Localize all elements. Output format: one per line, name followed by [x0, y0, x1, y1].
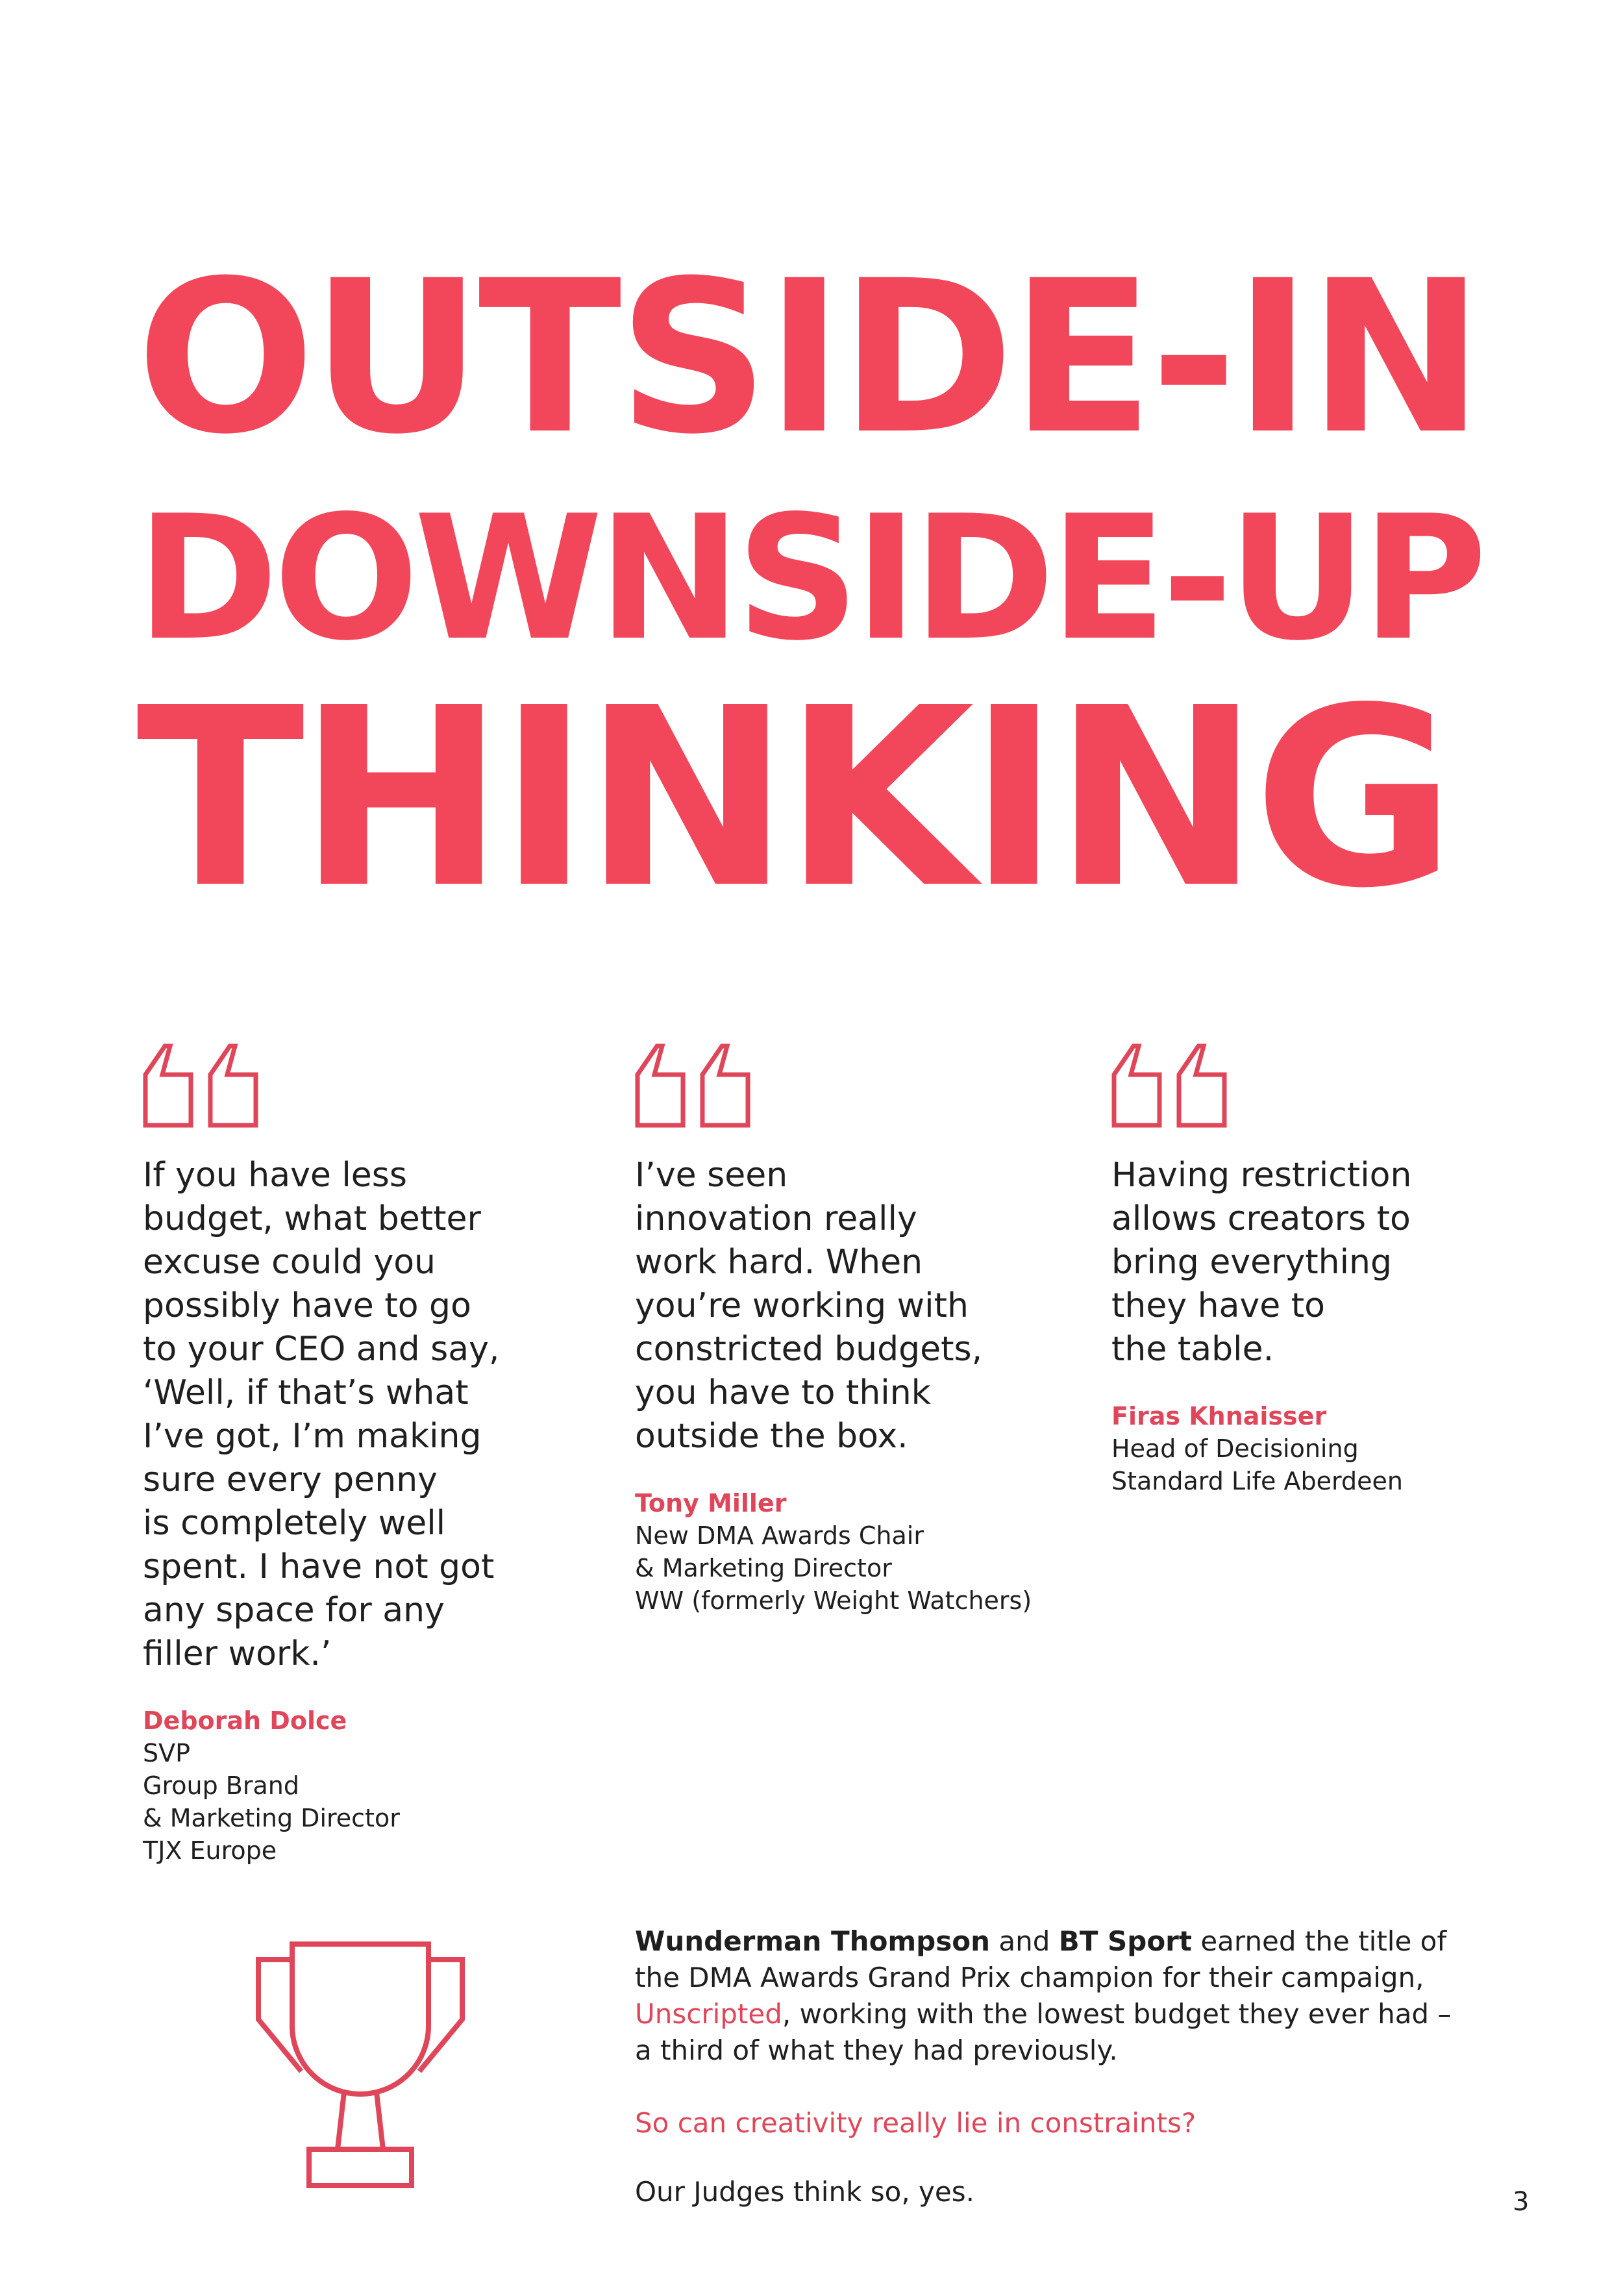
- quote-column-2: [635, 1042, 1102, 1617]
- body-paragraph: [635, 1923, 1453, 2069]
- headline-line-3: THINKING: [136, 655, 1450, 942]
- body-copy: [635, 1923, 1453, 2210]
- quote-column-3: [1111, 1042, 1514, 1497]
- quote-text: If you have less budget, what better excuse could you possibly have to go to your CEO and say, ‘Well, if that’s what I’ve got, I’m making sure every penny is completely well spent. I have not got any space for any filler work.’: [143, 1156, 500, 1673]
- body-conjunction: and: [990, 1925, 1059, 1957]
- quote-author-role: Head of Decisioning Standard Life Aberdeen: [1111, 1434, 1403, 1495]
- quote-text: I’ve seen innovation really work hard. When you’re working with constricted budgets, you have to think outside the box.: [635, 1156, 983, 1456]
- trophy-icon: [253, 1941, 467, 2201]
- headline-line-2: DOWNSIDE-UP: [136, 479, 1482, 679]
- body-text-segment: , working with the lowest budget they ever had – a third of what they had previously.: [635, 1998, 1452, 2066]
- quote-text: Having restriction allows creators to bring everything they have to the table.: [1111, 1156, 1412, 1369]
- quote-column-1: [143, 1042, 597, 1867]
- quote-author-role: New DMA Awards Chair & Marketing Director WW (formerly Weight Watchers): [635, 1521, 1032, 1615]
- quote-author-name: Tony Miller: [635, 1489, 787, 1517]
- campaign-name: Unscripted: [635, 1998, 782, 2030]
- body-text-segment: earned the title of the DMA Awards Grand Prix champion for their campaign,: [635, 1925, 1447, 1993]
- quote-author-name: Deborah Dolce: [143, 1706, 347, 1735]
- agency-name: Wunderman Thompson: [635, 1925, 991, 1957]
- body-question: So can creativity really lie in constraints?: [635, 2107, 1196, 2139]
- quote-mark-icon: [635, 1042, 752, 1128]
- page-number: 3: [1513, 2187, 1530, 2217]
- quote-author-role: SVP Group Brand & Marketing Director TJX Europe: [143, 1739, 400, 1865]
- headline-line-1: OUTSIDE-IN: [136, 236, 1480, 480]
- body-answer: Our Judges think so, yes.: [635, 2176, 974, 2208]
- client-name: BT Sport: [1058, 1925, 1192, 1957]
- quote-mark-icon: [143, 1042, 260, 1128]
- quote-mark-icon: [1111, 1042, 1228, 1128]
- quote-author-name: Firas Khnaisser: [1111, 1402, 1327, 1430]
